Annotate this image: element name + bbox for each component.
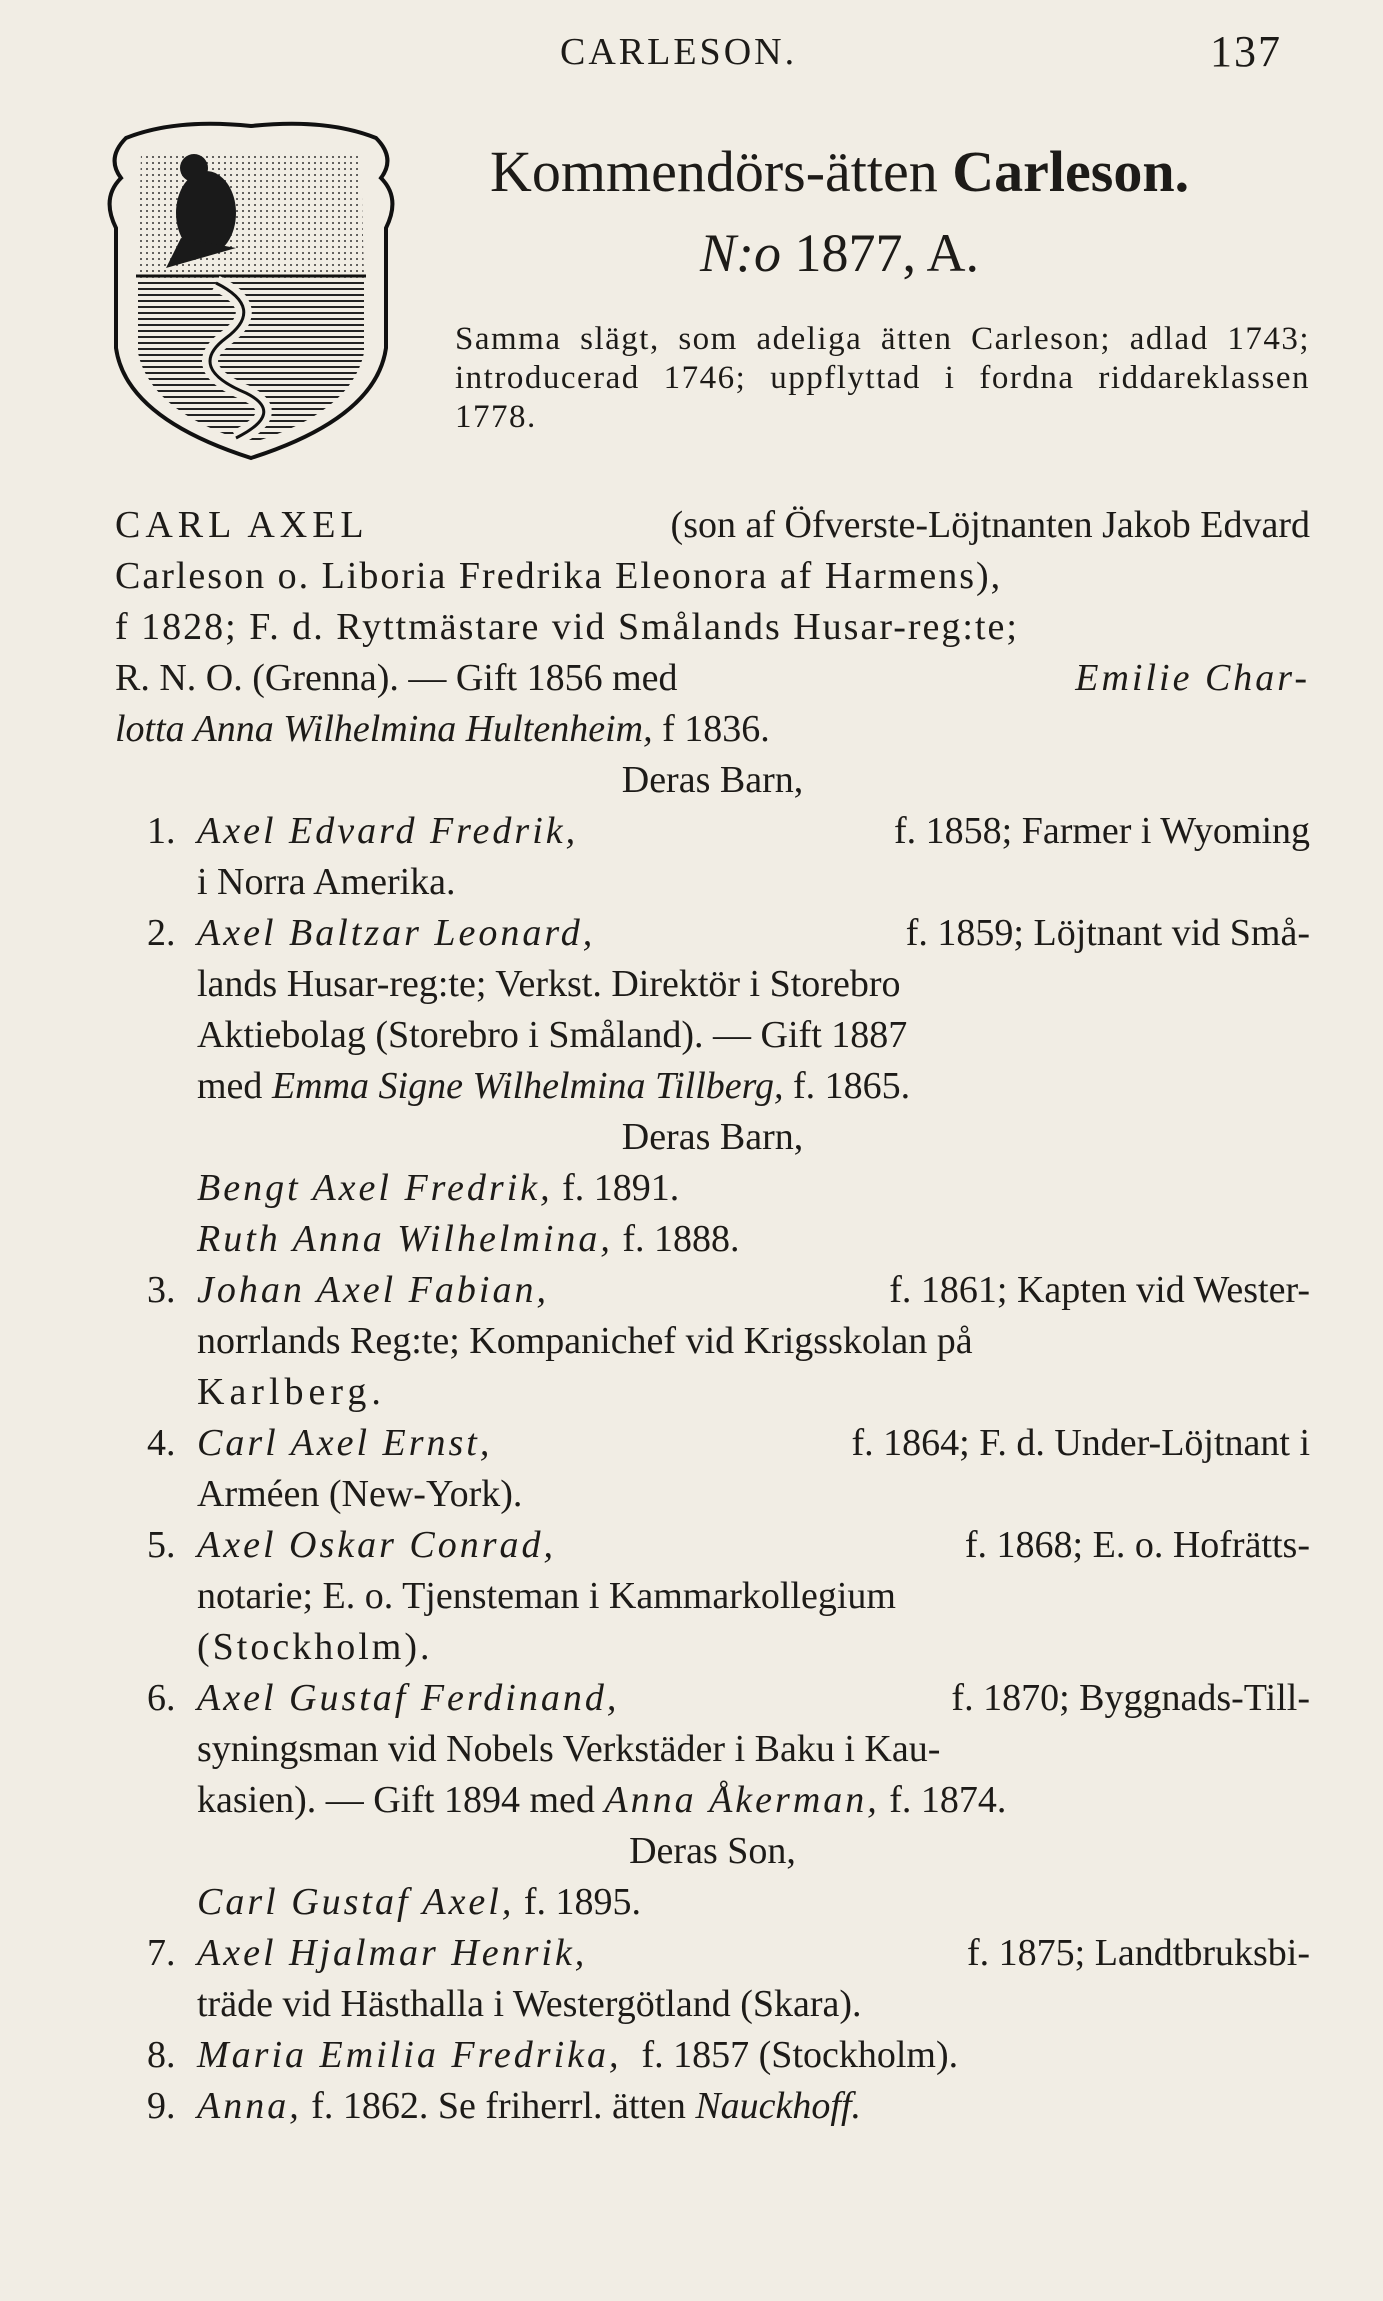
grandchild-name: Ruth Anna Wilhelmina,: [197, 1218, 613, 1260]
child-6-cont-1: syningsman vid Nobels Verkstäder i Baku i Kau-: [197, 1728, 941, 1770]
grandchild-1: [115, 1877, 1310, 1928]
child-number: 3.: [147, 1269, 176, 1311]
family-title: [490, 138, 1189, 205]
child-6-cont-2: [115, 1775, 1310, 1826]
child-1: [115, 806, 1310, 857]
grandchild-birth: f. 1888.: [622, 1218, 740, 1260]
cross-reference: Nauckhoff.: [695, 2085, 862, 2127]
child-1-cont: i Norra Amerika.: [197, 861, 456, 903]
child-8: [115, 2030, 1310, 2081]
intro-paragraph: Samma slägt, som adeliga ätten Carleson; adlad 1743; introducerad 1746; uppflyttad i fordna riddareklassen 1778.: [455, 321, 1310, 435]
spouse-name: Emma Signe Wilhelmina Tillberg,: [271, 1065, 784, 1107]
child-3-cont-1: norrlands Reg:te; Kompanichef vid Krigsskolan på: [197, 1320, 973, 1362]
head-spouse-birth: f 1836.: [662, 708, 770, 750]
page-number: 137: [1210, 27, 1282, 76]
child-4-cont: Arméen (New-York).: [197, 1473, 523, 1515]
number-prefix: N:o: [700, 223, 781, 283]
child-number: 6.: [147, 1677, 176, 1719]
title-name: Carleson.: [952, 139, 1190, 204]
children-heading: Deras Barn,: [621, 759, 804, 801]
child-6: [115, 1673, 1310, 1724]
spouse-birth: f. 1865.: [793, 1065, 911, 1107]
child-number: 2.: [147, 912, 176, 954]
child-text: f. 1875; Landtbruksbi-: [966, 1932, 1310, 1974]
spouse-name: Anna Åkerman,: [604, 1779, 880, 1821]
child-2-cont-3: [115, 1061, 1310, 1112]
genealogy-text: [115, 500, 1310, 2132]
child-7-cont: träde vid Hästhalla i Westergötland (Skara).: [197, 1983, 862, 2025]
child-name: Axel Hjalmar Henrik,: [197, 1932, 588, 1974]
head-line-1: [115, 500, 1310, 551]
child-3: [115, 1265, 1310, 1316]
child-name: Carl Axel Ernst,: [197, 1422, 493, 1464]
child-text: f. 1868; E. o. Hofrätts-: [964, 1524, 1310, 1566]
child-number: 1.: [147, 810, 176, 852]
marriage-prefix: kasien). — Gift 1894 med: [197, 1779, 595, 1821]
child-name: Maria Emilia Fredrika,: [197, 2034, 622, 2076]
child-9: [115, 2081, 1310, 2132]
child-5: [115, 1520, 1310, 1571]
child-2-cont-2: Aktiebolag (Storebro i Småland). — Gift 1887: [197, 1014, 908, 1056]
head-line-3: f 1828; F. d. Ryttmästare vid Smålands Husar-reg:te;: [115, 606, 1019, 648]
title-prefix: Kommendörs-ätten: [490, 139, 938, 204]
head-spouse-name-cont: lotta Anna Wilhelmina Hultenheim,: [115, 708, 653, 750]
family-number: [700, 222, 979, 284]
spouse-birth: f. 1874.: [889, 1779, 1007, 1821]
number-value: 1877, A.: [794, 223, 980, 283]
child-number: 5.: [147, 1524, 176, 1566]
child-text: f. 1857 (Stockholm).: [641, 2034, 959, 2076]
grandchild-birth: f. 1895.: [523, 1881, 642, 1923]
child-text: f. 1861; Kapten vid Wester-: [889, 1269, 1310, 1311]
child-number: 8.: [147, 2034, 176, 2076]
child-3-cont-2: Karlberg.: [197, 1371, 386, 1413]
grandchild-2: [115, 1214, 1310, 1265]
child-name: Johan Axel Fabian,: [197, 1269, 549, 1311]
child-7: [115, 1928, 1310, 1979]
child-text: f. 1858; Farmer i Wyoming: [893, 810, 1310, 852]
child-name: Axel Baltzar Leonard,: [197, 912, 596, 954]
child-text: f. 1864; F. d. Under-Löjtnant i: [851, 1422, 1310, 1464]
child-text: f. 1862. Se friherrl. ätten: [311, 2085, 686, 2127]
child-name: Anna,: [197, 2085, 302, 2127]
head-line-5: [115, 704, 1310, 755]
head-line-4: [115, 653, 1310, 704]
head-line-2: Carleson o. Liboria Fredrika Eleonora af Harmens),: [115, 555, 1003, 597]
marriage-prefix: med: [197, 1065, 263, 1107]
child-text: f. 1859; Löjtnant vid Små-: [905, 912, 1310, 954]
child-name: Axel Oskar Conrad,: [197, 1524, 557, 1566]
grandchild-1: [115, 1163, 1310, 1214]
grandchild-name: Carl Gustaf Axel,: [197, 1881, 515, 1923]
child-2-cont-1: lands Husar-reg:te; Verkst. Direktör i Storebro: [197, 963, 901, 1005]
child-number: 7.: [147, 1932, 176, 1974]
child-name: Axel Edvard Fredrik,: [197, 810, 579, 852]
head-parentage: (son af Öfverste-Löjtnanten Jakob Edvard: [670, 504, 1310, 546]
child-number: 4.: [147, 1422, 176, 1464]
child-text: f. 1870; Byggnads-Till-: [951, 1677, 1310, 1719]
head-line-4-text: R. N. O. (Grenna). — Gift 1856 med: [115, 657, 678, 699]
child-2: [115, 908, 1310, 959]
head-spouse-name: Emilie Char-: [1075, 657, 1310, 699]
head-name: CARL AXEL: [115, 504, 369, 546]
running-head: CARLESON.: [560, 31, 798, 73]
child-number: 9.: [147, 2085, 176, 2127]
child-5-cont-1: notarie; E. o. Tjensteman i Kammarkollegium: [197, 1575, 896, 1617]
grandchild-birth: f. 1891.: [562, 1167, 680, 1209]
child-4: [115, 1418, 1310, 1469]
coat-of-arms-image: [96, 118, 406, 468]
grandchildren-heading: Deras Son,: [629, 1830, 796, 1872]
child-name: Axel Gustaf Ferdinand,: [197, 1677, 620, 1719]
grandchild-name: Bengt Axel Fredrik,: [197, 1167, 553, 1209]
child-5-cont-2: (Stockholm).: [197, 1626, 433, 1668]
grandchildren-heading: Deras Barn,: [621, 1116, 804, 1158]
